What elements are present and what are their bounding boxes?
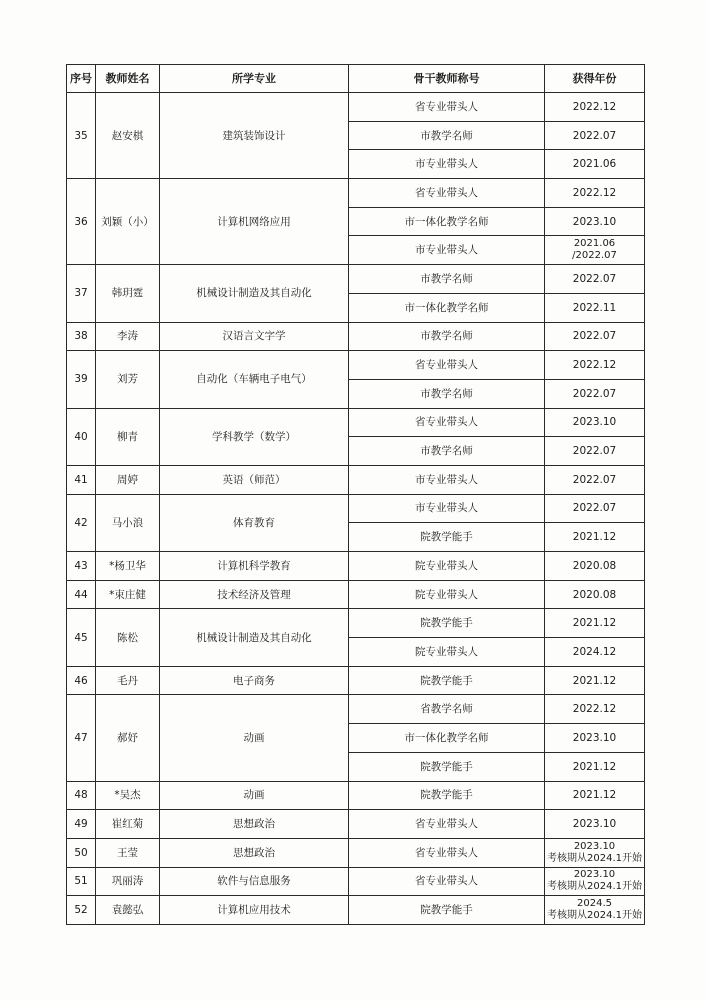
cell-major: 计算机应用技术	[160, 896, 349, 925]
award-date-line: 2023.10	[573, 840, 616, 852]
cell-index: 44	[67, 580, 96, 609]
cell-award-date	[545, 896, 645, 925]
cell-major: 软件与信息服务	[160, 867, 349, 896]
cell-award-date	[545, 408, 645, 437]
award-date-line: 2021.12	[572, 617, 617, 630]
table-header-row	[67, 65, 645, 93]
cell-award-title: 市教学名师	[349, 379, 545, 408]
cell-award-date	[545, 867, 645, 896]
cell-award-title: 省专业带头人	[349, 93, 545, 122]
cell-award-title: 市一体化教学名师	[349, 207, 545, 236]
cell-award-date	[545, 695, 645, 724]
cell-award-date	[545, 437, 645, 466]
cell-index: 42	[67, 494, 96, 551]
table-row	[67, 838, 645, 867]
cell-award-title: 院教学能手	[349, 609, 545, 638]
cell-index: 48	[67, 781, 96, 810]
award-date-line: 2022.12	[572, 703, 617, 716]
table-row	[67, 666, 645, 695]
table-row	[67, 322, 645, 351]
cell-major: 学科教学（数学）	[160, 408, 349, 465]
cell-teacher-name: 赵安棋	[96, 93, 160, 179]
cell-major: 机械设计制造及其自动化	[160, 609, 349, 666]
cell-award-date	[545, 781, 645, 810]
header-name: 教师姓名	[96, 65, 160, 93]
cell-teacher-name: 刘颖（小）	[96, 179, 160, 265]
cell-teacher-name: *束庄健	[96, 580, 160, 609]
cell-major: 汉语言文字学	[160, 322, 349, 351]
header-title: 骨干教师称号	[349, 65, 545, 93]
award-date-line: 2023.10	[572, 416, 617, 429]
cell-index: 35	[67, 93, 96, 179]
cell-award-date	[545, 552, 645, 581]
award-date-line: 2022.11	[572, 301, 617, 314]
cell-award-title: 省教学名师	[349, 695, 545, 724]
cell-major: 思想政治	[160, 810, 349, 839]
cell-index: 40	[67, 408, 96, 465]
cell-index: 38	[67, 322, 96, 351]
cell-teacher-name: 周婷	[96, 465, 160, 494]
award-date-line: 2022.07	[572, 387, 617, 400]
cell-teacher-name: 巩丽涛	[96, 867, 160, 896]
award-date-line: 2020.08	[572, 559, 617, 572]
award-date-line: 2023.10	[572, 731, 617, 744]
cell-award-title: 省专业带头人	[349, 408, 545, 437]
cell-award-title: 院专业带头人	[349, 638, 545, 667]
award-date-line: 2022.12	[572, 186, 617, 199]
award-date-line: 2022.07	[572, 445, 617, 458]
cell-index: 46	[67, 666, 96, 695]
cell-index: 50	[67, 838, 96, 867]
cell-major: 英语（师范）	[160, 465, 349, 494]
table-row	[67, 494, 645, 523]
award-date-line: 2021.06	[572, 158, 617, 171]
table-row	[67, 179, 645, 208]
cell-teacher-name: 韩玥霆	[96, 265, 160, 322]
cell-teacher-name: *杨卫华	[96, 552, 160, 581]
table-row	[67, 695, 645, 724]
cell-award-date	[545, 121, 645, 150]
cell-award-date	[545, 666, 645, 695]
cell-major: 技术经济及管理	[160, 580, 349, 609]
cell-award-date	[545, 236, 645, 265]
cell-award-title: 市专业带头人	[349, 494, 545, 523]
teacher-table	[66, 64, 645, 925]
award-date-line: 2024.12	[572, 645, 617, 658]
award-date-line: 2023.10	[572, 215, 617, 228]
cell-award-title: 市教学名师	[349, 322, 545, 351]
table-row	[67, 810, 645, 839]
award-date-line: 2021.06	[573, 238, 616, 250]
cell-award-date	[545, 523, 645, 552]
cell-award-title: 市专业带头人	[349, 236, 545, 265]
award-date-line: 2022.07	[572, 272, 617, 285]
cell-teacher-name: 郝妤	[96, 695, 160, 781]
table-row	[67, 580, 645, 609]
table-row	[67, 552, 645, 581]
award-date-line: 2021.12	[572, 789, 617, 802]
award-date-line: 2023.10	[573, 869, 616, 881]
table-row	[67, 93, 645, 122]
cell-award-date	[545, 752, 645, 781]
header-date: 获得年份	[545, 65, 645, 93]
cell-major: 电子商务	[160, 666, 349, 695]
award-date-line: 2021.12	[572, 760, 617, 773]
cell-award-date	[545, 810, 645, 839]
cell-major: 自动化（车辆电子电气）	[160, 351, 349, 408]
cell-award-date	[545, 580, 645, 609]
award-date-line: /2022.07	[572, 250, 617, 262]
cell-award-title: 市教学名师	[349, 265, 545, 294]
cell-award-title: 院教学能手	[349, 781, 545, 810]
cell-award-date	[545, 322, 645, 351]
cell-award-date	[545, 293, 645, 322]
award-date-line: 2023.10	[572, 818, 617, 831]
cell-major: 动画	[160, 695, 349, 781]
cell-award-date	[545, 93, 645, 122]
table-row	[67, 609, 645, 638]
award-date-line: 2021.12	[572, 531, 617, 544]
cell-major: 建筑装饰设计	[160, 93, 349, 179]
cell-award-date	[545, 609, 645, 638]
cell-award-date	[545, 179, 645, 208]
cell-index: 37	[67, 265, 96, 322]
cell-award-date	[545, 465, 645, 494]
cell-award-title: 省专业带头人	[349, 351, 545, 380]
cell-index: 52	[67, 896, 96, 925]
cell-index: 47	[67, 695, 96, 781]
cell-award-title: 院教学能手	[349, 523, 545, 552]
cell-award-title: 院教学能手	[349, 666, 545, 695]
table-row	[67, 351, 645, 380]
cell-index: 36	[67, 179, 96, 265]
cell-index: 45	[67, 609, 96, 666]
cell-award-date	[545, 494, 645, 523]
cell-award-date	[545, 265, 645, 294]
cell-index: 51	[67, 867, 96, 896]
cell-major: 思想政治	[160, 838, 349, 867]
table-row	[67, 896, 645, 925]
table-row	[67, 408, 645, 437]
cell-teacher-name: 王莹	[96, 838, 160, 867]
cell-award-title: 院专业带头人	[349, 552, 545, 581]
cell-teacher-name: 陈松	[96, 609, 160, 666]
cell-major: 体育教育	[160, 494, 349, 551]
cell-index: 39	[67, 351, 96, 408]
table-row	[67, 867, 645, 896]
cell-award-date	[545, 207, 645, 236]
cell-award-date	[545, 838, 645, 867]
table-row	[67, 781, 645, 810]
cell-award-title: 市教学名师	[349, 121, 545, 150]
cell-teacher-name: 刘芳	[96, 351, 160, 408]
cell-award-title: 院教学能手	[349, 752, 545, 781]
award-date-line: 2022.07	[572, 129, 617, 142]
award-date-line: 2022.12	[572, 100, 617, 113]
award-date-line: 2020.08	[572, 588, 617, 601]
cell-teacher-name: 毛丹	[96, 666, 160, 695]
cell-award-title: 市教学名师	[349, 437, 545, 466]
cell-award-date	[545, 150, 645, 179]
award-date-line: 考核期从2024.1开始	[547, 910, 642, 922]
cell-award-title: 省专业带头人	[349, 867, 545, 896]
award-date-line: 2024.5	[577, 898, 612, 910]
cell-award-title: 市一体化教学名师	[349, 293, 545, 322]
cell-award-date	[545, 379, 645, 408]
award-date-line: 2022.12	[572, 359, 617, 372]
award-date-line: 2022.07	[572, 330, 617, 343]
cell-award-date	[545, 351, 645, 380]
cell-award-title: 省专业带头人	[349, 179, 545, 208]
award-date-line: 2021.12	[572, 674, 617, 687]
award-date-line: 2022.07	[572, 473, 617, 486]
cell-teacher-name: 马小浪	[96, 494, 160, 551]
cell-teacher-name: 柳青	[96, 408, 160, 465]
cell-teacher-name: *吴杰	[96, 781, 160, 810]
cell-index: 43	[67, 552, 96, 581]
table-row	[67, 465, 645, 494]
award-date-line: 考核期从2024.1开始	[547, 881, 642, 893]
header-major: 所学专业	[160, 65, 349, 93]
cell-teacher-name: 李涛	[96, 322, 160, 351]
cell-award-title: 市一体化教学名师	[349, 724, 545, 753]
cell-teacher-name: 崔红菊	[96, 810, 160, 839]
award-date-line: 2022.07	[572, 502, 617, 515]
cell-award-date	[545, 638, 645, 667]
table-body	[67, 93, 645, 925]
cell-award-title: 市专业带头人	[349, 150, 545, 179]
cell-major: 计算机网络应用	[160, 179, 349, 265]
cell-award-title: 院教学能手	[349, 896, 545, 925]
header-index: 序号	[67, 65, 96, 93]
cell-award-title: 省专业带头人	[349, 838, 545, 867]
cell-award-date	[545, 724, 645, 753]
cell-index: 41	[67, 465, 96, 494]
cell-teacher-name: 袁懿弘	[96, 896, 160, 925]
cell-major: 动画	[160, 781, 349, 810]
cell-award-title: 市专业带头人	[349, 465, 545, 494]
award-date-line: 考核期从2024.1开始	[547, 852, 642, 864]
cell-major: 计算机科学教育	[160, 552, 349, 581]
cell-award-title: 院专业带头人	[349, 580, 545, 609]
table-row	[67, 265, 645, 294]
cell-major: 机械设计制造及其自动化	[160, 265, 349, 322]
cell-index: 49	[67, 810, 96, 839]
cell-award-title: 省专业带头人	[349, 810, 545, 839]
